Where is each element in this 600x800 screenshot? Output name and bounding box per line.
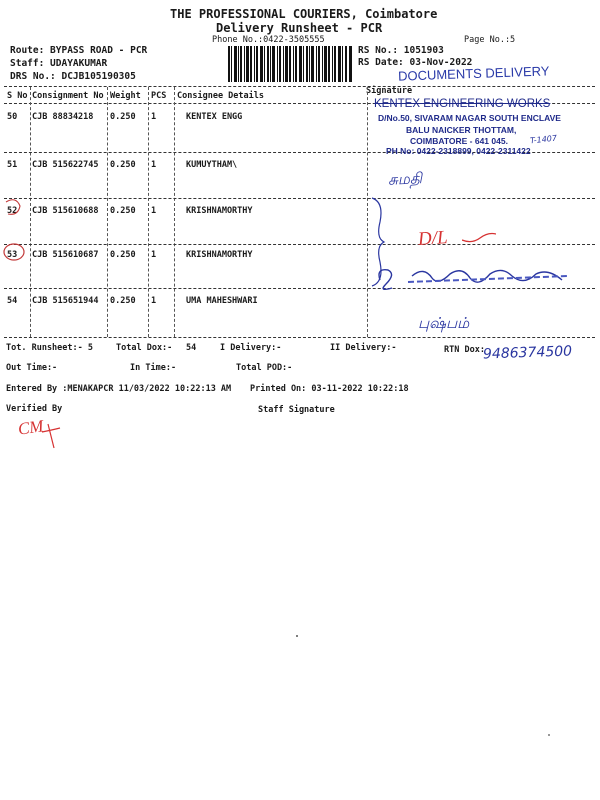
stamp-company-name: KENTEX ENGINEERING WORKS <box>374 98 551 110</box>
i-delivery: I Delivery:- <box>220 343 282 353</box>
col-signature: Signature <box>366 86 413 96</box>
total-dox-label: Total Dox:- <box>116 343 173 353</box>
document-subtitle: Delivery Runsheet - PCR <box>216 21 383 35</box>
document-title: THE PROFESSIONAL COURIERS, Coimbatore <box>170 7 438 21</box>
scan-speck <box>548 734 550 736</box>
col-consignment: Consignment No <box>32 91 104 101</box>
col-sep <box>30 87 31 337</box>
row-rule <box>4 198 595 199</box>
rtn-dox: RTN Dox: <box>444 345 485 355</box>
row-weight: 0.250 <box>110 206 136 216</box>
stamp-address-line2: BALU NAICKER THOTTAM, <box>406 125 517 135</box>
row-consignee: UMA MAHESHWARI <box>186 296 258 306</box>
row-pcs: 1 <box>151 250 157 260</box>
row-consignee: KENTEX ENGG <box>186 112 243 122</box>
col-consignee: Consignee Details <box>177 91 264 101</box>
table-bottom-rule <box>4 337 595 338</box>
verified-by: Verified By <box>6 404 63 414</box>
verified-signature-stroke <box>14 418 62 452</box>
phone-number: Phone No.:0422-3505555 <box>212 35 325 45</box>
staff-label: Staff: UDAYAKUMAR <box>10 58 108 69</box>
row-sno: 53 <box>7 250 18 260</box>
stamp-handwritten-note: T-1407 <box>529 133 558 146</box>
row-weight: 0.250 <box>110 250 136 260</box>
ii-delivery: II Delivery:- <box>330 343 397 353</box>
col-sno: S No <box>7 91 28 101</box>
total-dox-value: 54 <box>186 343 197 353</box>
row54-signature: புஷ்பம் <box>418 314 470 332</box>
row53-signature <box>372 262 572 296</box>
row-pcs: 1 <box>151 160 157 170</box>
row-pcs: 1 <box>151 206 157 216</box>
row-sno: 54 <box>7 296 18 306</box>
page-number: Page No.:5 <box>464 35 516 45</box>
table-top-rule <box>4 86 595 87</box>
dl-underline <box>462 230 496 244</box>
hand-circles <box>2 196 28 266</box>
col-sep <box>107 87 108 337</box>
tot-runsheet: Tot. Runsheet:- 5 <box>6 343 93 353</box>
row-sno: 50 <box>7 112 18 122</box>
staff-signature-label: Staff Signature <box>258 405 335 415</box>
row-consignment: CJB 515610688 <box>32 206 99 216</box>
row-rule <box>4 244 595 245</box>
row-consignee: KUMUYTHAM\ <box>186 160 238 170</box>
col-weight: Weight <box>110 91 141 101</box>
out-time: Out Time:- <box>6 363 58 373</box>
col-sep <box>174 87 175 337</box>
documents-delivery-stamp: DOCUMENTS DELIVERY <box>397 63 550 84</box>
scan-speck <box>296 635 298 637</box>
rs-number: RS No.: 1051903 <box>358 45 444 56</box>
route-label: Route: BYPASS ROAD - PCR <box>10 45 148 56</box>
col-sep <box>148 87 149 337</box>
stamp-address-line1: D/No.50, SIVARAM NAGAR SOUTH ENCLAVE <box>378 113 561 123</box>
stamp-phone: PH No: 0422-2318899, 0422-2311422 <box>386 146 531 156</box>
drs-number: DRS No.: DCJB105190305 <box>10 71 136 82</box>
verified-signature: CM <box>16 416 45 439</box>
row-consignee: KRISHNAMORTHY <box>186 250 253 260</box>
total-pod: Total POD:- <box>236 363 293 373</box>
row-weight: 0.250 <box>110 112 136 122</box>
dl-note: D/L <box>417 226 449 251</box>
col-pcs: PCS <box>151 91 167 101</box>
row-sno: 52 <box>7 206 18 216</box>
row-weight: 0.250 <box>110 160 136 170</box>
rs-date: RS Date: 03-Nov-2022 <box>358 57 473 68</box>
row-consignment: CJB 515622745 <box>32 160 99 170</box>
row-weight: 0.250 <box>110 296 136 306</box>
row-consignment: CJB 88834218 <box>32 112 94 122</box>
in-time: In Time:- <box>130 363 177 373</box>
row-consignee: KRISHNAMORTHY <box>186 206 253 216</box>
row-consignment: CJB 515651944 <box>32 296 99 306</box>
row-consignment: CJB 515610687 <box>32 250 99 260</box>
row51-signature: சுமதி <box>387 169 423 189</box>
printed-on: Printed On: 03-11-2022 10:22:18 <box>250 384 409 394</box>
row-pcs: 1 <box>151 296 157 306</box>
row-sno: 51 <box>7 160 18 170</box>
stamp-address-line3: COIMBATORE - 641 045. <box>410 136 508 146</box>
barcode <box>228 46 352 82</box>
rtn-dox-handwritten: 9486374500 <box>482 343 573 363</box>
entered-by: Entered By :MENAKAPCR 11/03/2022 10:22:13 AM <box>6 384 232 394</box>
row-pcs: 1 <box>151 112 157 122</box>
